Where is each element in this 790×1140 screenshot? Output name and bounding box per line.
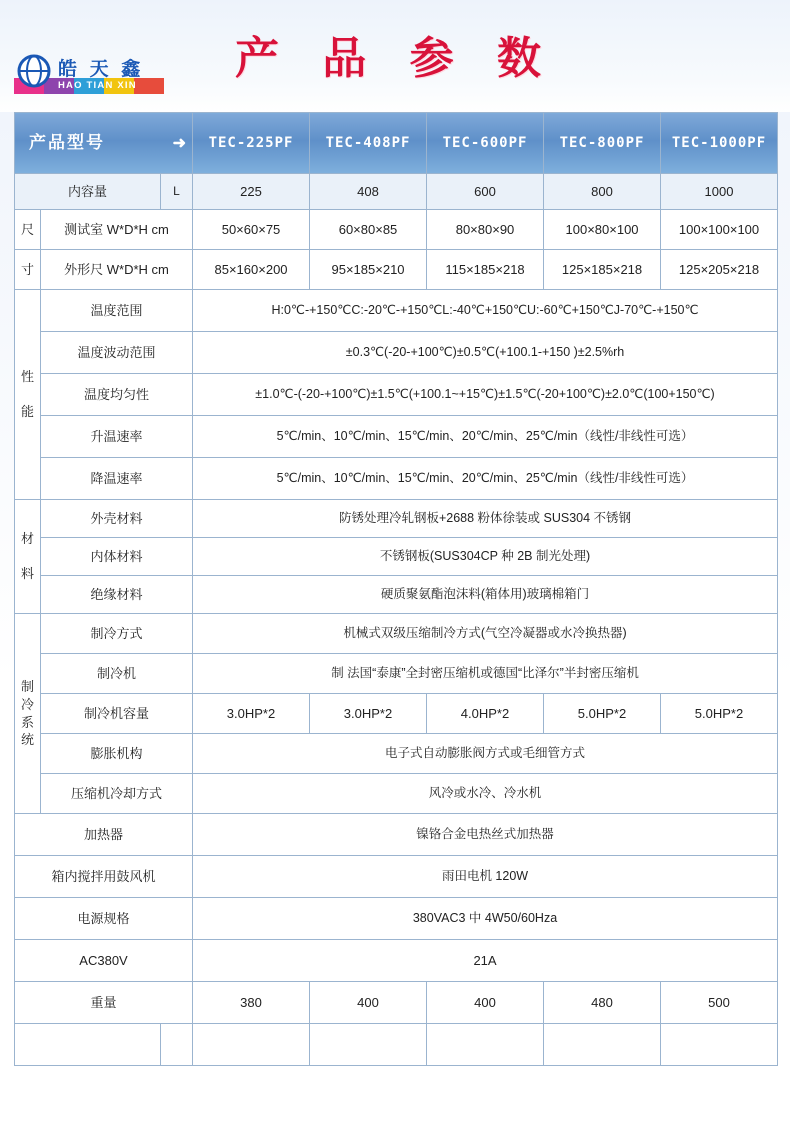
row-label: 制冷机 xyxy=(41,654,193,694)
cell-span: 防锈处理冷轧钢板+2688 粉体徐装或 SUS304 不锈钢 xyxy=(193,500,778,538)
cell: 115×185×218 xyxy=(427,250,544,290)
cell: 1000 xyxy=(661,174,778,210)
arrow-icon: ➜ xyxy=(172,133,189,153)
header-model-4: TEC-1000PF xyxy=(661,113,778,174)
row-label: 温度范围 xyxy=(41,290,193,332)
row-label: 温度波动范围 xyxy=(41,332,193,374)
cell: 380 xyxy=(193,982,310,1024)
row-label: 测试室 W*D*H cm xyxy=(41,210,193,250)
row-label: 内容量 xyxy=(15,174,161,210)
header-model-label: 产品型号 ➜ xyxy=(15,113,193,174)
table-row xyxy=(15,290,778,332)
cell xyxy=(193,1024,310,1066)
cell-span: ±0.3℃(-20-+100℃)±0.5℃(+100.1-+150 )±2.5%rh xyxy=(193,332,778,374)
cell: 125×185×218 xyxy=(544,250,661,290)
cell: 800 xyxy=(544,174,661,210)
row-label: 温度均匀性 xyxy=(41,374,193,416)
cell: 50×60×75 xyxy=(193,210,310,250)
row-label: 箱内搅拌用鼓风机 xyxy=(15,856,193,898)
cell xyxy=(544,1024,661,1066)
cell-span: 硬质聚氨酯泡沫料(箱体用)玻璃棉箱门 xyxy=(193,576,778,614)
cell xyxy=(661,1024,778,1066)
table-row xyxy=(15,982,778,1024)
row-label: 加热器 xyxy=(15,814,193,856)
cell: 408 xyxy=(310,174,427,210)
table-row xyxy=(15,774,778,814)
cell: 100×80×100 xyxy=(544,210,661,250)
cell: 100×100×100 xyxy=(661,210,778,250)
cell-span: 镍铬合金电热丝式加热器 xyxy=(193,814,778,856)
row-label: 内体材料 xyxy=(41,538,193,576)
cell: 3.0HP*2 xyxy=(193,694,310,734)
row-label: 膨胀机构 xyxy=(41,734,193,774)
cell: 400 xyxy=(427,982,544,1024)
cell: 225 xyxy=(193,174,310,210)
table-row xyxy=(15,814,778,856)
spec-table xyxy=(14,112,778,1066)
row-label: 绝缘材料 xyxy=(41,576,193,614)
table-row xyxy=(15,538,778,576)
table-row xyxy=(15,458,778,500)
cell: 400 xyxy=(310,982,427,1024)
group-label: 尺 xyxy=(15,210,41,250)
page-title: 产 品 参 数 xyxy=(235,33,555,84)
cell: 480 xyxy=(544,982,661,1024)
row-label: 重量 xyxy=(15,982,193,1024)
table-row xyxy=(15,210,778,250)
group-label: 寸 xyxy=(15,250,41,290)
cell: 600 xyxy=(427,174,544,210)
cell-span: 雨田电机 120W xyxy=(193,856,778,898)
row-unit: L xyxy=(161,174,193,210)
table-row xyxy=(15,174,778,210)
cell-span: 21A xyxy=(193,940,778,982)
cell xyxy=(427,1024,544,1066)
group-label-refrigeration: 制 冷 系 统 xyxy=(15,614,41,814)
cell: 4.0HP*2 xyxy=(427,694,544,734)
cell: 60×80×85 xyxy=(310,210,427,250)
table-row xyxy=(15,940,778,982)
row-label: 外壳材料 xyxy=(41,500,193,538)
cell-span: 不锈钢板(SUS304CP 种 2B 制光处理) xyxy=(193,538,778,576)
table-row xyxy=(15,694,778,734)
cell: 85×160×200 xyxy=(193,250,310,290)
cell: 125×205×218 xyxy=(661,250,778,290)
logo-globe-icon xyxy=(14,52,54,92)
row-label: 降温速率 xyxy=(41,458,193,500)
cell-span: H:0℃-+150℃C:-20℃-+150℃L:-40℃+150℃U:-60℃+150℃J-70℃-+150℃ xyxy=(193,290,778,332)
table-row xyxy=(15,654,778,694)
table-row xyxy=(15,500,778,538)
table-row xyxy=(15,734,778,774)
table-row xyxy=(15,898,778,940)
table-header-row xyxy=(15,113,778,174)
cell-span: 制 法国“泰康”全封密压缩机或德国“比泽尔”半封密压缩机 xyxy=(193,654,778,694)
cell: 500 xyxy=(661,982,778,1024)
cell-span: 风冷或水冷、冷水机 xyxy=(193,774,778,814)
header-model-3: TEC-800PF xyxy=(544,113,661,174)
row-label: AC380V xyxy=(15,940,193,982)
table-row xyxy=(15,374,778,416)
cell: 5.0HP*2 xyxy=(661,694,778,734)
row-label: 制冷机容量 xyxy=(41,694,193,734)
table-row xyxy=(15,856,778,898)
table-row xyxy=(15,250,778,290)
table-row xyxy=(15,1024,778,1066)
row-label: 电源规格 xyxy=(15,898,193,940)
row-label: 升温速率 xyxy=(41,416,193,458)
cell: 3.0HP*2 xyxy=(310,694,427,734)
cell xyxy=(310,1024,427,1066)
table-row xyxy=(15,332,778,374)
cell-span: 380VAC3 中 4W50/60Hza xyxy=(193,898,778,940)
row-label xyxy=(15,1024,161,1066)
table-row xyxy=(15,614,778,654)
group-label-material: 材 料 xyxy=(15,500,41,614)
header-model-0: TEC-225PF xyxy=(193,113,310,174)
row-unit xyxy=(161,1024,193,1066)
cell-span: 机械式双级压缩制冷方式(气空冷凝器或水冷换热器) xyxy=(193,614,778,654)
cell-span: 5℃/min、10℃/min、15℃/min、20℃/min、25℃/min（线性/非线性可选） xyxy=(193,458,778,500)
row-label: 制冷方式 xyxy=(41,614,193,654)
header-model-1: TEC-408PF xyxy=(310,113,427,174)
header-model-2: TEC-600PF xyxy=(427,113,544,174)
cell: 95×185×210 xyxy=(310,250,427,290)
cell-span: ±1.0℃-(-20-+100℃)±1.5℃(+100.1~+15℃)±1.5℃(-20+100℃)±2.0℃(100+150℃) xyxy=(193,374,778,416)
row-label: 压缩机冷却方式 xyxy=(41,774,193,814)
cell: 5.0HP*2 xyxy=(544,694,661,734)
logo-name: 皓 天 鑫 xyxy=(58,58,144,80)
table-row xyxy=(15,576,778,614)
logo-pinyin: HAO TIAN XIN xyxy=(58,80,137,91)
table-row xyxy=(15,416,778,458)
cell-span: 电子式自动膨胀阀方式或毛细管方式 xyxy=(193,734,778,774)
company-logo xyxy=(14,52,164,104)
group-label-performance: 性 能 xyxy=(15,290,41,500)
cell-span: 5℃/min、10℃/min、15℃/min、20℃/min、25℃/min（线性/非线性可选） xyxy=(193,416,778,458)
cell: 80×80×90 xyxy=(427,210,544,250)
row-label: 外形尺 W*D*H cm xyxy=(41,250,193,290)
page-header xyxy=(0,0,790,112)
